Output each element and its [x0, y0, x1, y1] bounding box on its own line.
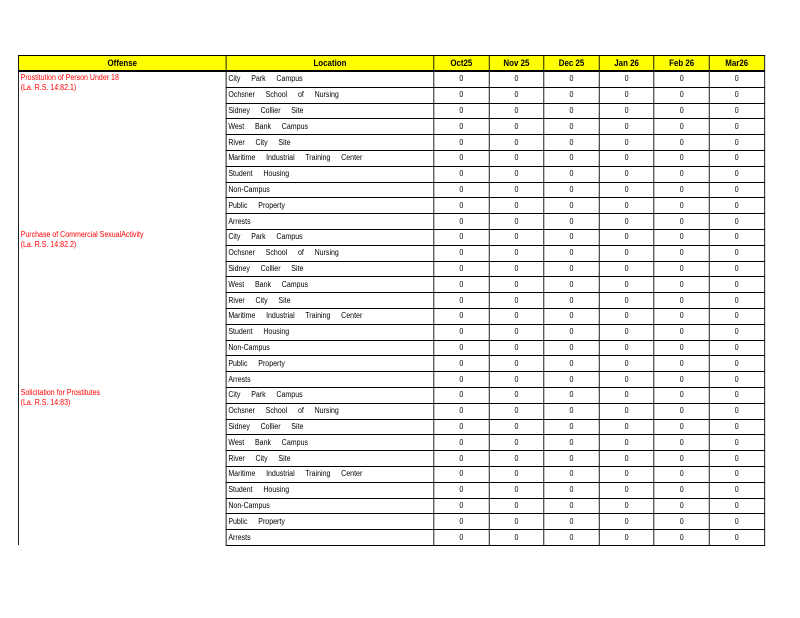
count-cell: 0	[599, 277, 654, 293]
count-cell: 0	[489, 403, 544, 419]
count-cell: 0	[709, 277, 764, 293]
location-cell: River City Site	[226, 135, 434, 151]
count-cell: 0	[654, 482, 709, 498]
location-cell: West Bank Campus	[226, 119, 434, 135]
count-cell: 0	[709, 403, 764, 419]
count-cell: 0	[654, 119, 709, 135]
count-cell: 0	[709, 135, 764, 151]
location-cell: Non-Campus	[226, 340, 434, 356]
count-cell: 0	[709, 466, 764, 482]
count-cell: 0	[434, 419, 489, 435]
count-cell: 0	[654, 530, 709, 546]
location-cell: Ochsner School of Nursing	[226, 87, 434, 103]
count-cell: 0	[709, 182, 764, 198]
count-cell: 0	[599, 293, 654, 309]
count-cell: 0	[654, 293, 709, 309]
count-cell: 0	[434, 150, 489, 166]
count-cell: 0	[654, 166, 709, 182]
count-cell: 0	[654, 498, 709, 514]
location-cell: City Park Campus	[226, 71, 434, 87]
count-cell: 0	[434, 119, 489, 135]
count-cell: 0	[544, 293, 599, 309]
location-cell: Non-Campus	[226, 498, 434, 514]
count-cell: 0	[544, 419, 599, 435]
count-cell: 0	[489, 308, 544, 324]
location-cell: City Park Campus	[226, 229, 434, 245]
offense-name: Prostitution of Person Under 18	[20, 73, 119, 82]
location-cell: Ochsner School of Nursing	[226, 245, 434, 261]
count-cell: 0	[489, 214, 544, 230]
offense-cell	[18, 387, 226, 545]
count-cell: 0	[544, 356, 599, 372]
count-cell: 0	[434, 498, 489, 514]
count-cell: 0	[599, 198, 654, 214]
count-cell: 0	[544, 245, 599, 261]
count-cell: 0	[489, 103, 544, 119]
location-cell: Maritime Industrial Training Center	[226, 150, 434, 166]
count-cell: 0	[544, 482, 599, 498]
count-cell: 0	[544, 340, 599, 356]
count-cell: 0	[709, 87, 764, 103]
count-cell: 0	[434, 403, 489, 419]
count-cell: 0	[489, 372, 544, 388]
count-cell: 0	[489, 229, 544, 245]
count-cell: 0	[709, 103, 764, 119]
count-cell: 0	[544, 182, 599, 198]
count-cell: 0	[654, 214, 709, 230]
count-cell: 0	[709, 498, 764, 514]
count-cell: 0	[434, 229, 489, 245]
count-cell: 0	[544, 498, 599, 514]
count-cell: 0	[599, 166, 654, 182]
count-cell: 0	[544, 387, 599, 403]
count-cell: 0	[489, 419, 544, 435]
count-cell: 0	[654, 356, 709, 372]
location-cell: River City Site	[226, 293, 434, 309]
count-cell: 0	[544, 530, 599, 546]
count-cell: 0	[434, 277, 489, 293]
month-header: Oct25	[434, 56, 489, 72]
count-cell: 0	[709, 387, 764, 403]
count-cell: 0	[599, 340, 654, 356]
count-cell: 0	[544, 166, 599, 182]
count-cell: 0	[599, 71, 654, 87]
count-cell: 0	[709, 435, 764, 451]
count-cell: 0	[599, 87, 654, 103]
crime-report-table	[18, 55, 765, 546]
count-cell: 0	[544, 372, 599, 388]
count-cell: 0	[709, 451, 764, 467]
count-cell: 0	[654, 103, 709, 119]
count-cell: 0	[489, 135, 544, 151]
count-cell: 0	[544, 87, 599, 103]
count-cell: 0	[599, 466, 654, 482]
count-cell: 0	[544, 103, 599, 119]
count-cell: 0	[599, 245, 654, 261]
count-cell: 0	[709, 308, 764, 324]
offense-cell	[18, 71, 226, 229]
count-cell: 0	[434, 387, 489, 403]
count-cell: 0	[599, 150, 654, 166]
count-cell: 0	[599, 387, 654, 403]
count-cell: 0	[654, 150, 709, 166]
count-cell: 0	[654, 466, 709, 482]
count-cell: 0	[544, 214, 599, 230]
count-cell: 0	[654, 419, 709, 435]
count-cell: 0	[434, 261, 489, 277]
count-cell: 0	[709, 324, 764, 340]
count-cell: 0	[709, 198, 764, 214]
count-cell: 0	[709, 214, 764, 230]
offense-statute: (La. R.S. 14:82.2)	[20, 240, 77, 250]
location-cell: Student Housing	[226, 324, 434, 340]
table-row	[18, 71, 764, 87]
count-cell: 0	[434, 466, 489, 482]
count-cell: 0	[489, 514, 544, 530]
count-cell: 0	[654, 135, 709, 151]
count-cell: 0	[544, 324, 599, 340]
count-cell: 0	[654, 198, 709, 214]
count-cell: 0	[544, 119, 599, 135]
count-cell: 0	[709, 166, 764, 182]
month-header: Nov 25	[489, 56, 544, 72]
offense-statute: (La. R.S. 14:82.1)	[20, 83, 77, 92]
count-cell: 0	[599, 182, 654, 198]
count-cell: 0	[654, 514, 709, 530]
count-cell: 0	[709, 293, 764, 309]
count-cell: 0	[544, 229, 599, 245]
count-cell: 0	[489, 530, 544, 546]
count-cell: 0	[654, 435, 709, 451]
count-cell: 0	[544, 466, 599, 482]
count-cell: 0	[489, 166, 544, 182]
location-cell: City Park Campus	[226, 387, 434, 403]
location-cell: Ochsner School of Nursing	[226, 403, 434, 419]
count-cell: 0	[599, 514, 654, 530]
count-cell: 0	[544, 198, 599, 214]
location-cell: Sidney Collier Site	[226, 419, 434, 435]
count-cell: 0	[434, 87, 489, 103]
count-cell: 0	[709, 530, 764, 546]
count-cell: 0	[489, 87, 544, 103]
offense-header: Offense	[18, 56, 226, 72]
location-cell: West Bank Campus	[226, 277, 434, 293]
count-cell: 0	[599, 403, 654, 419]
header-row	[18, 56, 764, 72]
count-cell: 0	[434, 182, 489, 198]
count-cell: 0	[599, 214, 654, 230]
count-cell: 0	[654, 387, 709, 403]
offense-name: Purchase of Commercial SexualActivity	[20, 230, 144, 240]
count-cell: 0	[599, 308, 654, 324]
count-cell: 0	[654, 372, 709, 388]
count-cell: 0	[654, 87, 709, 103]
count-cell: 0	[489, 293, 544, 309]
table-row	[18, 229, 764, 245]
count-cell: 0	[599, 482, 654, 498]
count-cell: 0	[709, 119, 764, 135]
count-cell: 0	[434, 530, 489, 546]
count-cell: 0	[434, 198, 489, 214]
month-header: Jan 26	[599, 56, 654, 72]
count-cell: 0	[434, 166, 489, 182]
location-cell: Non-Campus	[226, 182, 434, 198]
report-body	[18, 71, 764, 545]
count-cell: 0	[654, 277, 709, 293]
location-cell: West Bank Campus	[226, 435, 434, 451]
count-cell: 0	[489, 198, 544, 214]
count-cell: 0	[544, 71, 599, 87]
count-cell: 0	[434, 340, 489, 356]
count-cell: 0	[434, 71, 489, 87]
count-cell: 0	[489, 150, 544, 166]
count-cell: 0	[544, 261, 599, 277]
count-cell: 0	[599, 324, 654, 340]
count-cell: 0	[544, 435, 599, 451]
count-cell: 0	[709, 482, 764, 498]
offense-statute: (La. R.S. 14:83)	[20, 398, 71, 408]
count-cell: 0	[489, 277, 544, 293]
count-cell: 0	[709, 245, 764, 261]
count-cell: 0	[489, 71, 544, 87]
count-cell: 0	[434, 356, 489, 372]
count-cell: 0	[599, 498, 654, 514]
count-cell: 0	[489, 466, 544, 482]
count-cell: 0	[709, 71, 764, 87]
offense-cell	[18, 229, 226, 387]
count-cell: 0	[434, 324, 489, 340]
count-cell: 0	[709, 514, 764, 530]
count-cell: 0	[489, 324, 544, 340]
count-cell: 0	[599, 435, 654, 451]
count-cell: 0	[654, 451, 709, 467]
count-cell: 0	[599, 451, 654, 467]
count-cell: 0	[654, 261, 709, 277]
location-header: Location	[226, 56, 434, 72]
count-cell: 0	[544, 403, 599, 419]
count-cell: 0	[489, 245, 544, 261]
count-cell: 0	[654, 182, 709, 198]
count-cell: 0	[489, 482, 544, 498]
count-cell: 0	[654, 229, 709, 245]
count-cell: 0	[489, 435, 544, 451]
count-cell: 0	[434, 308, 489, 324]
location-cell: Public Property	[226, 198, 434, 214]
offense-name: Solicitation for Prostitutes	[20, 388, 101, 398]
count-cell: 0	[489, 182, 544, 198]
count-cell: 0	[544, 150, 599, 166]
count-cell: 0	[654, 308, 709, 324]
count-cell: 0	[544, 308, 599, 324]
count-cell: 0	[489, 356, 544, 372]
count-cell: 0	[489, 119, 544, 135]
count-cell: 0	[489, 387, 544, 403]
count-cell: 0	[434, 293, 489, 309]
count-cell: 0	[489, 340, 544, 356]
count-cell: 0	[654, 340, 709, 356]
month-header: Dec 25	[544, 56, 599, 72]
count-cell: 0	[654, 245, 709, 261]
count-cell: 0	[709, 372, 764, 388]
location-cell: Public Property	[226, 514, 434, 530]
count-cell: 0	[599, 135, 654, 151]
location-cell: Sidney Collier Site	[226, 103, 434, 119]
count-cell: 0	[434, 514, 489, 530]
count-cell: 0	[434, 372, 489, 388]
count-cell: 0	[434, 214, 489, 230]
count-cell: 0	[654, 71, 709, 87]
count-cell: 0	[599, 229, 654, 245]
count-cell: 0	[599, 261, 654, 277]
count-cell: 0	[709, 356, 764, 372]
count-cell: 0	[544, 514, 599, 530]
count-cell: 0	[709, 419, 764, 435]
count-cell: 0	[709, 229, 764, 245]
location-cell: Public Property	[226, 356, 434, 372]
count-cell: 0	[599, 419, 654, 435]
count-cell: 0	[654, 403, 709, 419]
count-cell: 0	[599, 103, 654, 119]
count-cell: 0	[599, 356, 654, 372]
month-header: Feb 26	[654, 56, 709, 72]
count-cell: 0	[489, 498, 544, 514]
count-cell: 0	[434, 435, 489, 451]
table-row	[18, 387, 764, 403]
count-cell: 0	[489, 261, 544, 277]
count-cell: 0	[709, 261, 764, 277]
location-cell: Maritime Industrial Training Center	[226, 308, 434, 324]
location-cell: Arrests	[226, 530, 434, 546]
location-cell: River City Site	[226, 451, 434, 467]
location-cell: Arrests	[226, 372, 434, 388]
count-cell: 0	[544, 277, 599, 293]
count-cell: 0	[599, 119, 654, 135]
count-cell: 0	[544, 135, 599, 151]
count-cell: 0	[599, 530, 654, 546]
count-cell: 0	[489, 451, 544, 467]
count-cell: 0	[434, 451, 489, 467]
location-cell: Student Housing	[226, 482, 434, 498]
location-cell: Arrests	[226, 214, 434, 230]
count-cell: 0	[599, 372, 654, 388]
count-cell: 0	[544, 451, 599, 467]
count-cell: 0	[434, 245, 489, 261]
location-cell: Student Housing	[226, 166, 434, 182]
count-cell: 0	[434, 482, 489, 498]
count-cell: 0	[654, 324, 709, 340]
count-cell: 0	[709, 340, 764, 356]
location-cell: Sidney Collier Site	[226, 261, 434, 277]
location-cell: Maritime Industrial Training Center	[226, 466, 434, 482]
count-cell: 0	[709, 150, 764, 166]
count-cell: 0	[434, 135, 489, 151]
count-cell: 0	[434, 103, 489, 119]
month-header: Mar26	[709, 56, 764, 72]
